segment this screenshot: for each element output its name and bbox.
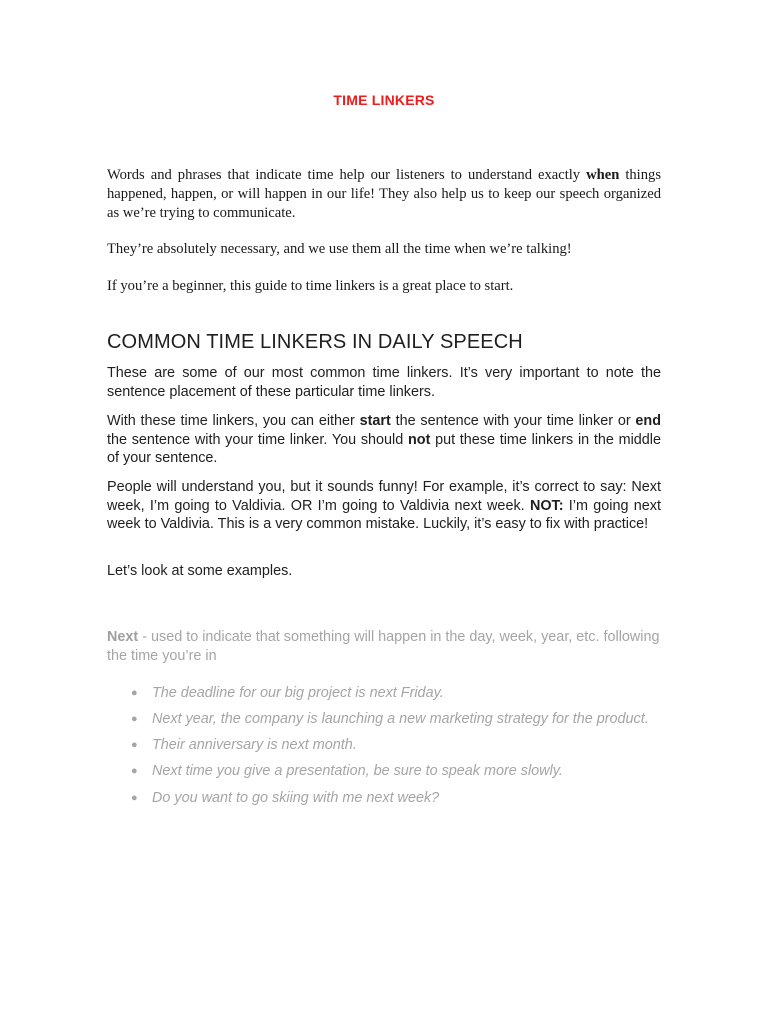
section-p4-text: Let’s look at some examples. [107,563,293,579]
intro-p1-text-b: things happened, happen, or will happen in our life! They also help us to keep our speech organized as we’re trying to communicate. [107,167,662,221]
bullet-icon: ● [131,713,138,725]
example-text: Next time you give a presentation, be sure to speak more slowly. [152,763,563,779]
section-p2-bold-not: not [407,431,431,448]
section-p2-text-c: the sentence with your time linker or [390,413,636,429]
section-p3-bold-not: NOT: [529,497,564,514]
intro-p1-bold-when: when [586,167,620,183]
example-text: The deadline for our big project is next Friday. [152,685,444,701]
example-text: Do you want to go skiing with me next week? [152,790,440,806]
linker-definition [107,628,661,666]
intro-paragraph-3 [107,277,661,296]
section-paragraph-3 [107,478,661,534]
section-heading: COMMON TIME LINKERS IN DAILY SPEECH [107,331,523,353]
section-p1-text: These are some of our most common time linkers. It’s very important to note the sentence placement of these particular time linkers. [107,365,661,400]
list-item [107,684,661,703]
bullet-icon: ● [131,739,138,751]
list-item [107,789,661,808]
intro-p2-text: They’re absolutely necessary, and we use them all the time when we’re talking! [107,241,572,257]
bullet-icon: ● [131,792,138,804]
intro-paragraph-1 [107,166,661,223]
example-text: Their anniversary is next month. [152,737,357,753]
list-item [107,736,661,755]
bullet-icon: ● [131,765,138,777]
page-title: TIME LINKERS [333,92,435,108]
list-item [107,762,661,781]
section-p2-bold-end: end [635,413,661,429]
section-p3-text-a: People will understand you, but it sounds funny! For example, it’s correct to say: Next week, I’m going to Valdivia. OR I’m going to Valdivia next week. [107,479,661,514]
bullet-icon: ● [131,687,138,699]
list-item [107,710,661,729]
linker-definition-text: - used to indicate that something will happen in the day, week, year, etc. following the time you’re in [107,629,660,664]
section-paragraph-2 [107,412,661,468]
linker-term: Next [107,629,139,645]
intro-p1-text-a: Words and phrases that indicate time help our listeners to understand exactly [107,167,587,183]
section-p3-text-c: I’m going next week to Valdivia. This is a very common mistake. Luckily, it’s easy to fix with practice! [107,497,661,533]
section-p2-text-e: the sentence with your time linker. You should [107,431,408,448]
section-paragraph-4 [107,562,661,581]
intro-paragraph-2 [107,240,661,259]
section-p2-text-g: put these time linkers in the middle of your sentence. [107,431,661,467]
section-p2-text-a: With these time linkers, you can either [107,413,360,429]
intro-p3-text: If you’re a beginner, this guide to time linkers is a great place to start. [107,278,514,294]
section-paragraph-1 [107,364,661,401]
section-p2-bold-start: start [359,413,391,429]
example-text: Next year, the company is launching a new marketing strategy for the product. [152,711,649,727]
example-list [107,684,661,808]
